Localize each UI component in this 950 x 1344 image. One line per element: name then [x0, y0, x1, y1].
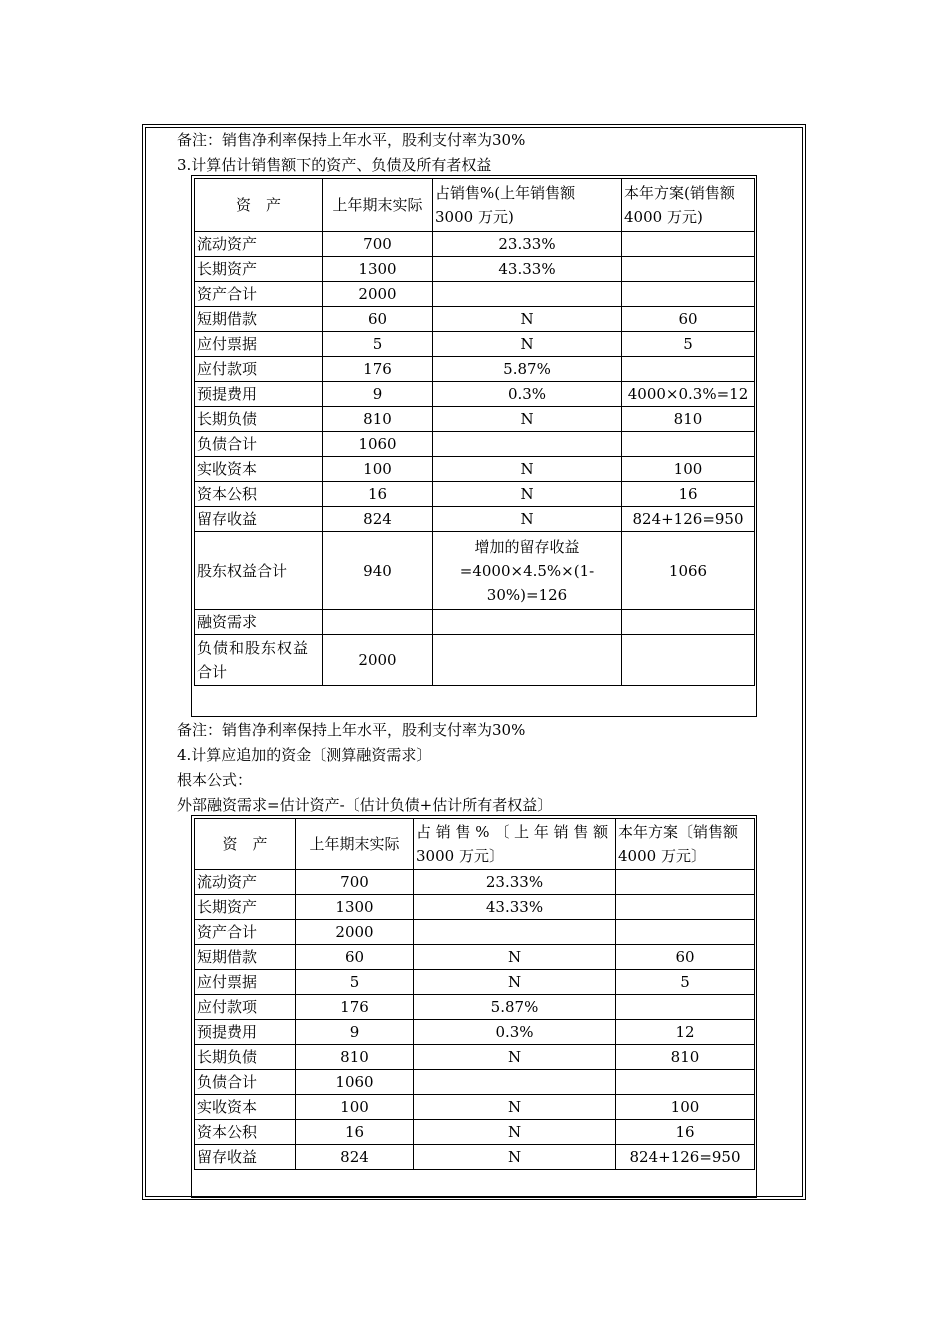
cell-pct: N	[433, 407, 622, 432]
table-row	[195, 945, 755, 970]
cell-plan	[616, 870, 755, 895]
retained-earnings-line3: 30%)=126	[486, 585, 568, 604]
table-row	[195, 332, 755, 357]
cell-plan: 810	[622, 407, 755, 432]
cell-plan	[622, 232, 755, 257]
cell-plan	[622, 635, 755, 686]
retained-earnings-line2: =4000×4.5%×(1-	[459, 561, 595, 580]
cell-plan: 1066	[622, 532, 755, 610]
cell-actual: 60	[323, 307, 433, 332]
cell-name: 应付票据	[195, 970, 296, 995]
cell-name: 负债合计	[195, 432, 323, 457]
table-row	[195, 307, 755, 332]
cell-actual: 1300	[296, 895, 414, 920]
table-row	[195, 920, 755, 945]
total-name-line1: 负债和股东权益	[197, 639, 310, 657]
table-row	[195, 995, 755, 1020]
cell-pct: N	[414, 945, 616, 970]
cell-name	[195, 635, 323, 686]
cell-actual: 810	[296, 1045, 414, 1070]
table-row	[195, 407, 755, 432]
cell-plan	[616, 920, 755, 945]
header-last-year: 上年期末实际	[323, 179, 433, 232]
cell-actual: 60	[296, 945, 414, 970]
cell-plan: 810	[616, 1045, 755, 1070]
cell-name: 长期负债	[195, 407, 323, 432]
cell-plan	[622, 282, 755, 307]
cell-actual: 1060	[323, 432, 433, 457]
header-plan-line2: 4000 万元)	[624, 208, 703, 226]
table-row	[195, 482, 755, 507]
table-row	[195, 1145, 755, 1170]
table-row	[195, 895, 755, 920]
cell-name: 短期借款	[195, 945, 296, 970]
cell-name: 留存收益	[195, 1145, 296, 1170]
cell-plan: 5	[622, 332, 755, 357]
header-plan-line2: 4000 万元〕	[618, 847, 706, 865]
cell-name: 实收资本	[195, 457, 323, 482]
cell-pct	[414, 1070, 616, 1095]
cell-name: 流动资产	[195, 870, 296, 895]
header-asset: 资 产	[195, 819, 296, 870]
total-name-line2: 合计	[197, 663, 228, 681]
cell-pct: 43.33%	[414, 895, 616, 920]
section-3-title: 3.计算估计销售额下的资产、负债及所有者权益	[177, 156, 492, 174]
cell-actual: 9	[296, 1020, 414, 1045]
cell-pct: N	[433, 332, 622, 357]
cell-actual: 1300	[323, 257, 433, 282]
header-pct-line1: 占销售%(上年销售额	[435, 184, 576, 202]
header-asset: 资 产	[195, 179, 323, 232]
cell-pct: 23.33%	[414, 870, 616, 895]
header-plan-line1: 本年方案〔销售额	[618, 823, 739, 841]
cell-pct: N	[414, 970, 616, 995]
cell-actual: 2000	[323, 635, 433, 686]
header-pct	[414, 819, 616, 870]
cell-pct: N	[433, 307, 622, 332]
table-row	[195, 970, 755, 995]
cell-plan	[616, 895, 755, 920]
cell-actual: 176	[323, 357, 433, 382]
cell-pct: 43.33%	[433, 257, 622, 282]
table-row	[195, 357, 755, 382]
cell-pct: N	[433, 482, 622, 507]
cell-pct: 5.87%	[414, 995, 616, 1020]
cell-actual: 824	[323, 507, 433, 532]
cell-name: 资本公积	[195, 482, 323, 507]
cell-name: 应付票据	[195, 332, 323, 357]
table-2	[194, 818, 755, 1170]
cell-name: 长期资产	[195, 895, 296, 920]
cell-name: 融资需求	[195, 610, 323, 635]
cell-actual: 16	[323, 482, 433, 507]
cell-name: 资产合计	[195, 282, 323, 307]
table-1	[194, 178, 755, 686]
cell-pct	[433, 282, 622, 307]
cell-actual: 5	[296, 970, 414, 995]
cell-actual: 700	[296, 870, 414, 895]
cell-plan: 16	[622, 482, 755, 507]
cell-actual: 824	[296, 1145, 414, 1170]
cell-actual: 2000	[296, 920, 414, 945]
table-row	[195, 1045, 755, 1070]
cell-name: 流动资产	[195, 232, 323, 257]
cell-pct: 0.3%	[433, 382, 622, 407]
cell-pct	[433, 610, 622, 635]
cell-plan: 4000×0.3%=12	[622, 382, 755, 407]
cell-name: 资产合计	[195, 920, 296, 945]
table-row-liab-equity-total	[195, 635, 755, 686]
cell-name: 留存收益	[195, 507, 323, 532]
cell-name: 实收资本	[195, 1095, 296, 1120]
cell-name: 资本公积	[195, 1120, 296, 1145]
cell-name: 应付款项	[195, 357, 323, 382]
cell-pct: 0.3%	[414, 1020, 616, 1045]
cell-actual: 700	[323, 232, 433, 257]
basic-formula-label: 根本公式：	[177, 771, 253, 789]
cell-plan	[622, 357, 755, 382]
table-2-header-row	[195, 819, 755, 870]
retained-earnings-line1: 增加的留存收益	[474, 537, 580, 556]
cell-name: 负债合计	[195, 1070, 296, 1095]
note-1: 备注：销售净利率保持上年水平，股利支付率为30%	[177, 131, 526, 149]
table-row	[195, 870, 755, 895]
formula: 外部融资需求=估计资产-〔估计负债+估计所有者权益〕	[177, 796, 553, 814]
cell-actual: 810	[323, 407, 433, 432]
cell-actual: 100	[323, 457, 433, 482]
table-row	[195, 232, 755, 257]
table-1-header-row	[195, 179, 755, 232]
cell-pct: N	[433, 507, 622, 532]
cell-actual: 2000	[323, 282, 433, 307]
table-row	[195, 507, 755, 532]
table-row	[195, 257, 755, 282]
table-row-financing	[195, 610, 755, 635]
cell-plan: 5	[616, 970, 755, 995]
cell-pct	[433, 432, 622, 457]
cell-pct: N	[414, 1045, 616, 1070]
table-row-equity-total	[195, 532, 755, 610]
table-row	[195, 282, 755, 307]
cell-pct: 23.33%	[433, 232, 622, 257]
table-row	[195, 1095, 755, 1120]
cell-plan	[622, 257, 755, 282]
cell-name: 预提费用	[195, 382, 323, 407]
section-4-title: 4.计算应追加的资金〔测算融资需求〕	[177, 746, 432, 764]
cell-name: 预提费用	[195, 1020, 296, 1045]
cell-actual: 5	[323, 332, 433, 357]
header-plan-line1: 本年方案(销售额	[624, 184, 735, 202]
table-row	[195, 1070, 755, 1095]
cell-name: 长期资产	[195, 257, 323, 282]
cell-plan	[616, 995, 755, 1020]
cell-actual: 100	[296, 1095, 414, 1120]
cell-pct: N	[414, 1145, 616, 1170]
cell-plan: 100	[622, 457, 755, 482]
cell-actual: 16	[296, 1120, 414, 1145]
header-pct-line1: 占 销 售 % 〔 上 年 销 售 额	[416, 823, 609, 841]
cell-pct: 5.87%	[433, 357, 622, 382]
header-pct	[433, 179, 622, 232]
cell-plan	[622, 610, 755, 635]
header-last-year: 上年期末实际	[296, 819, 414, 870]
cell-actual	[323, 610, 433, 635]
cell-plan: 60	[616, 945, 755, 970]
table-row	[195, 457, 755, 482]
cell-plan: 824+126=950	[622, 507, 755, 532]
note-2: 备注：销售净利率保持上年水平，股利支付率为30%	[177, 721, 526, 739]
header-pct-line2: 3000 万元)	[435, 208, 514, 226]
table-row	[195, 432, 755, 457]
cell-plan: 824+126=950	[616, 1145, 755, 1170]
cell-plan	[616, 1070, 755, 1095]
table-row	[195, 1120, 755, 1145]
cell-name: 股东权益合计	[195, 532, 323, 610]
cell-plan	[622, 432, 755, 457]
cell-plan: 16	[616, 1120, 755, 1145]
cell-pct: N	[433, 457, 622, 482]
cell-name: 短期借款	[195, 307, 323, 332]
cell-pct: N	[414, 1120, 616, 1145]
cell-name: 应付款项	[195, 995, 296, 1020]
header-pct-line2: 3000 万元〕	[416, 847, 504, 865]
table-row	[195, 1020, 755, 1045]
cell-plan: 100	[616, 1095, 755, 1120]
cell-plan: 60	[622, 307, 755, 332]
cell-actual: 940	[323, 532, 433, 610]
cell-pct	[433, 532, 622, 610]
cell-pct	[433, 635, 622, 686]
cell-actual: 176	[296, 995, 414, 1020]
header-plan	[616, 819, 755, 870]
cell-plan: 12	[616, 1020, 755, 1045]
table-row	[195, 382, 755, 407]
cell-pct: N	[414, 1095, 616, 1120]
header-plan	[622, 179, 755, 232]
cell-pct	[414, 920, 616, 945]
cell-actual: 9	[323, 382, 433, 407]
cell-actual: 1060	[296, 1070, 414, 1095]
cell-name: 长期负债	[195, 1045, 296, 1070]
